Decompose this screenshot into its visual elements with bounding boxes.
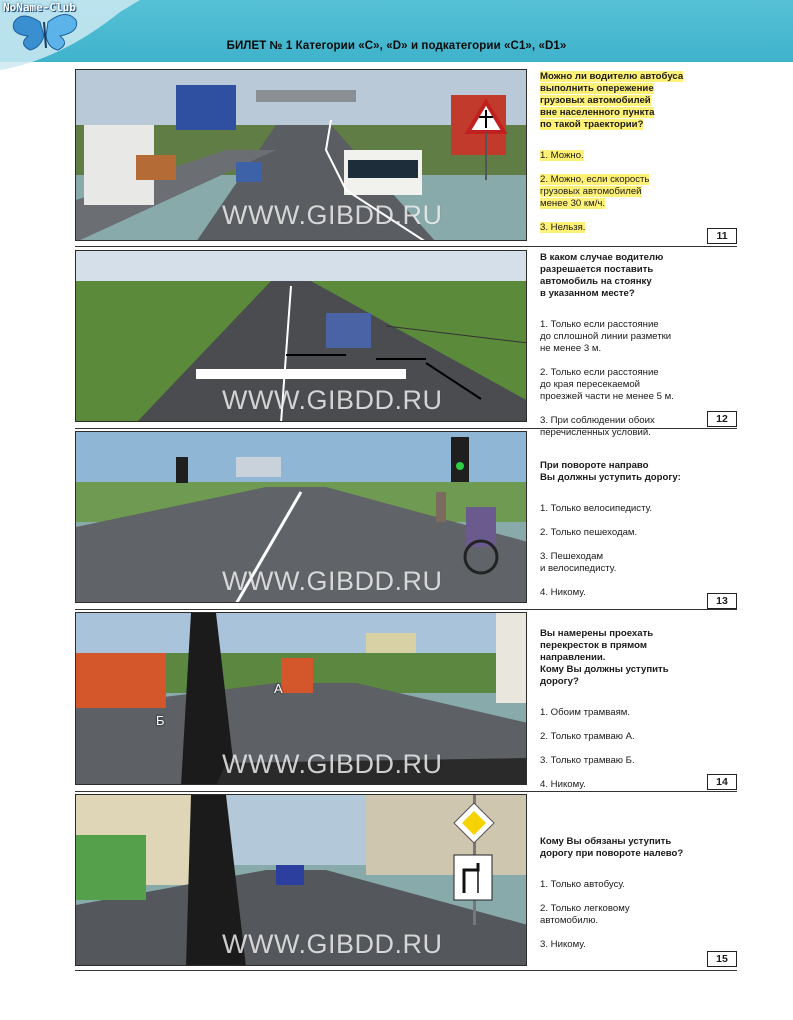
answer-option[interactable]: 3. При соблюдении обоих перечисленных условий. [540,415,655,438]
answer-option[interactable]: 2. Только если расстояние до края пересекаемой проезжей части не менее 5 м. [540,367,674,402]
answer-option[interactable]: 1. Только автобусу. [540,879,625,890]
tram-label-b: Б [156,713,165,728]
question-text: Вы намерены проехать перекресток в прямом направлении. Кому Вы должны уступить дорогу? [540,628,669,687]
question-13 [75,431,737,609]
answer-option[interactable]: 3. Никому. [540,939,586,950]
answer-option[interactable]: 1. Только велосипедисту. [540,503,653,514]
divider [75,970,737,971]
answer-option[interactable]: 3. Пешеходам и велосипедисту. [540,551,617,574]
question-12 [75,250,737,438]
question-11 [75,69,737,249]
answer-option[interactable]: 4. Никому. [540,587,586,598]
divider [75,609,737,610]
divider [75,246,737,247]
answer-option[interactable]: 2. Можно, если скорость грузовых автомобилей менее 30 км/ч. [540,174,650,209]
question-number: 15 [707,951,737,967]
question-number: 14 [707,774,737,790]
question-number: 13 [707,593,737,609]
answer-option[interactable]: 2. Только трамваю А. [540,731,635,742]
question-text: В каком случае водителю разрешается поставить автомобиль на стоянку в указанном месте? [540,252,664,299]
answer-option[interactable]: 2. Только пешеходам. [540,527,638,538]
divider [75,791,737,792]
question-text: При повороте направо Вы должны уступить дорогу: [540,460,681,483]
page-title: БИЛЕТ № 1 Категории «C», «D» и подкатегории «C1», «D1» [226,40,567,52]
answer-option[interactable]: 3. Только трамваю Б. [540,755,635,766]
answer-option[interactable]: 3. Нельзя. [540,222,586,233]
tram-label-a: А [274,681,283,696]
question-image [75,612,527,785]
answer-option[interactable]: 4. Никому. [540,779,586,790]
question-text: Кому Вы обязаны уступить дорогу при повороте налево? [540,836,684,859]
answer-option[interactable]: 1. Только если расстояние до сплошной линии разметки не менее 3 м. [540,319,672,354]
logo-text: NoName-Club [3,1,76,14]
question-image [75,794,527,966]
divider [75,428,737,429]
watermark: WWW.GIBDD.RU [222,566,443,596]
watermark: WWW.GIBDD.RU [222,929,443,959]
answer-option[interactable]: 2. Только легковому автомобилю. [540,903,630,926]
logo [0,0,140,70]
question-14 [75,612,737,792]
watermark: WWW.GIBDD.RU [222,749,443,779]
question-image [75,250,527,422]
question-number: 12 [707,411,737,427]
question-15 [75,794,737,972]
answer-option[interactable]: 1. Обоим трамваям. [540,707,631,718]
question-text-block [540,836,737,963]
question-text: Можно ли водителю автобуса выполнить опережение грузовых автомобилей вне населенного пункта по такой траектории? [540,71,684,130]
question-text-block [540,71,737,246]
question-text-block [540,460,737,611]
answer-option[interactable]: 1. Можно. [540,150,584,161]
question-image [75,431,527,603]
watermark: WWW.GIBDD.RU [222,200,443,230]
question-number: 11 [707,228,737,244]
watermark: WWW.GIBDD.RU [222,385,443,415]
question-image [75,69,527,241]
